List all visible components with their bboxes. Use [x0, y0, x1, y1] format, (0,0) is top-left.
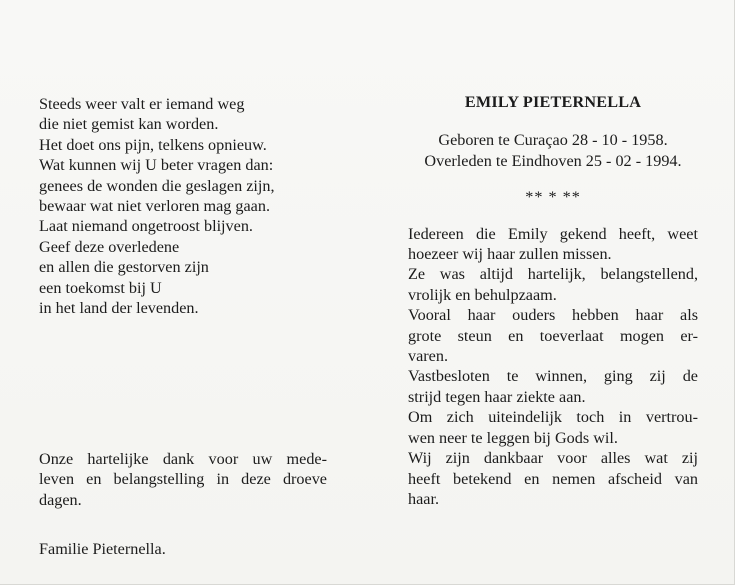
poem-line: Wat kunnen wij U beter vragen dan:	[39, 156, 274, 175]
separator: ** * **	[525, 188, 581, 207]
thanks-line: dagen.	[39, 490, 82, 509]
tribute	[408, 224, 698, 510]
poem-line: Laat niemand ongetroost blijven.	[39, 217, 253, 236]
tribute-line: grote steun en toeverlaat mogen er-	[408, 326, 698, 345]
tribute-line: Wij zijn dankbaar voor alles wat zij	[408, 449, 698, 468]
poem-line: in het land der levenden.	[39, 299, 199, 318]
tribute-line: Vastbesloten te winnen, ging zij de	[408, 367, 698, 386]
tribute-line: Ze was altijd hartelijk, belangstellend,	[408, 265, 698, 284]
thanks-message	[39, 449, 327, 510]
tribute-line: Vooral haar ouders hebben haar als	[408, 306, 698, 325]
life-dates	[408, 130, 698, 171]
deceased-name: EMILY PIETERNELLA	[464, 93, 642, 111]
birth-line: Geboren te Curaçao 28 - 10 - 1958.	[438, 131, 668, 150]
tribute-line: varen.	[408, 347, 448, 366]
poem	[39, 94, 339, 318]
tribute-line: wen neer te leggen bij Gods wil.	[408, 428, 618, 447]
thanks-line: Onze hartelijke dank voor uw mede-	[39, 450, 327, 468]
poem-line: een toekomst bij U	[39, 278, 162, 297]
poem-line: genees de wonden die geslagen zijn,	[39, 176, 275, 195]
death-line: Overleden te Eindhoven 25 - 02 - 1994.	[424, 151, 682, 170]
tribute-line: strijd tegen haar ziekte aan.	[408, 387, 586, 406]
family-signature: Familie Pieternella.	[39, 540, 166, 558]
poem-line: Steeds weer valt er iemand weg	[39, 95, 245, 113]
obituary	[408, 92, 698, 509]
poem-line: en allen die gestorven zijn	[39, 258, 209, 277]
poem-line: bewaar wat niet verloren mag gaan.	[39, 197, 271, 216]
poem-line: Het doet ons pijn, telkens opnieuw.	[39, 135, 267, 154]
tribute-line: Om zich uiteindelijk toch in vertrou-	[408, 408, 698, 427]
tribute-line: heeft betekend en nemen afscheid van	[408, 469, 698, 488]
poem-line: die niet gemist kan worden.	[39, 115, 219, 134]
tribute-line: vrolijk en behulpzaam.	[408, 285, 557, 304]
poem-line: Geef deze overledene	[39, 237, 180, 256]
tribute-line: hoezeer wij haar zullen missen.	[408, 245, 612, 264]
tribute-line: haar.	[408, 489, 440, 508]
thanks-line: leven en belangstelling in deze droeve	[39, 470, 327, 489]
tribute-line: Iedereen die Emily gekend heeft, weet	[408, 224, 698, 243]
